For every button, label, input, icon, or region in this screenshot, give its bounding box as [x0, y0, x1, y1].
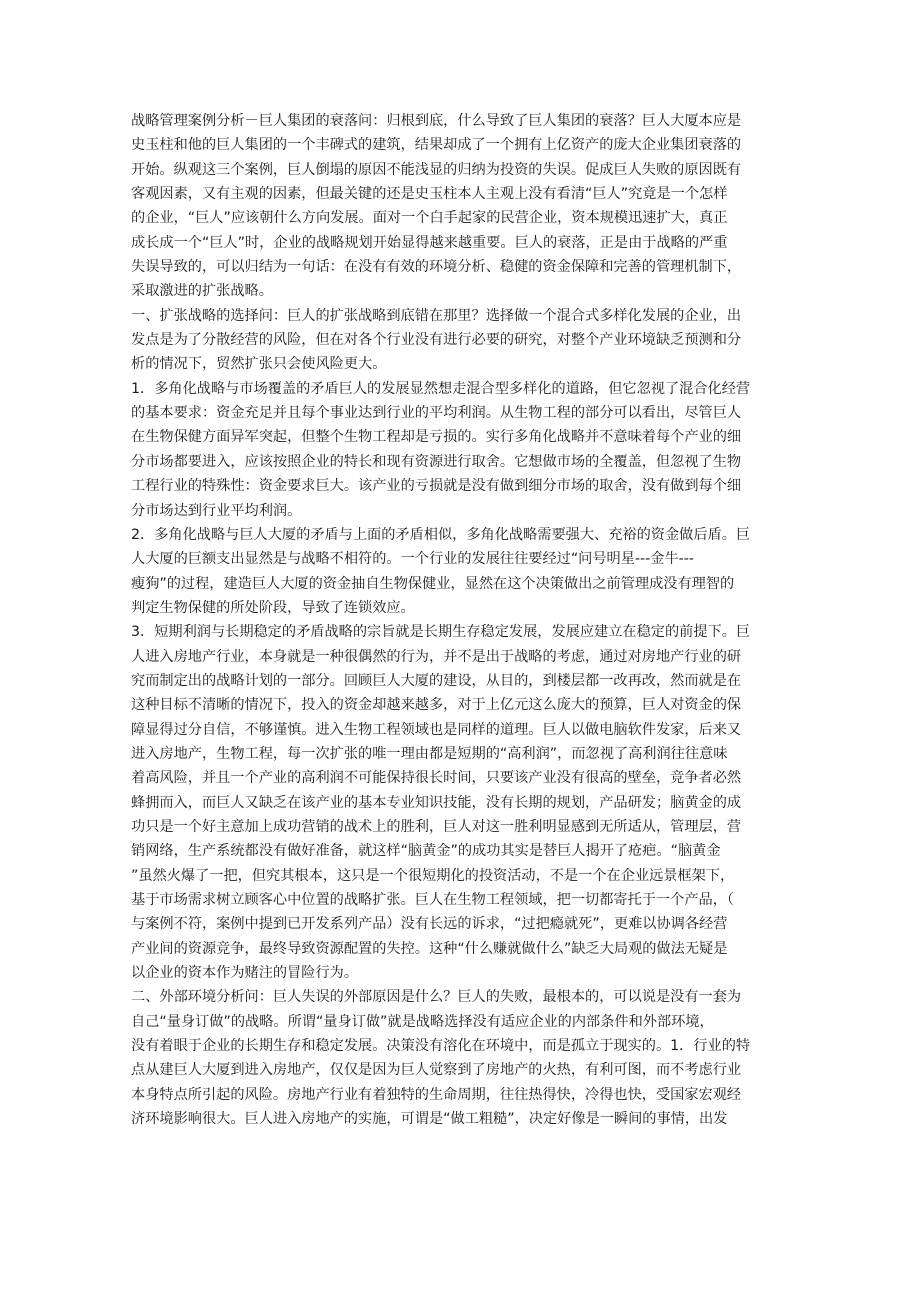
- text-line: 析的情况下，贸然扩张只会使风险更大。: [131, 356, 387, 373]
- text-line: 3．短期利润与长期稳定的矛盾战略的宗旨就是长期生存稳定发展，发展应建立在稳定的前提下。巨: [131, 624, 751, 641]
- text-line: 战略管理案例分析－巨人集团的衰落问：归根到底，什么导致了巨人集团的衰落？巨人大厦本应是: [131, 113, 742, 129]
- text-line: 济环境影响很大。巨人进入房地产的实施，可谓是“做工粗糙”，决定好像是一瞬间的事情，出发: [131, 1111, 728, 1128]
- text-line: 自己“量身订做”的战略。所谓“量身订做”就是战略选择没有适应企业的内部条件和外部环境，: [131, 1013, 714, 1030]
- text-line: 蜂拥而入，而巨人又缺乏在该产业的基本专业知识技能，没有长期的规划，产品研发；脑黄金的成: [131, 794, 742, 811]
- document-body: [131, 109, 779, 1131]
- text-line: 失误导致的，可以归结为一句话：在没有有效的环境分析、稳健的资金保障和完善的管理机制下，: [131, 259, 742, 276]
- text-line: 判定生物保健的所处阶段，导致了连锁效应。: [131, 599, 415, 616]
- text-line: 工程行业的特殊性：资金要求巨大。该产业的亏损就是没有做到细分市场的取舍，没有做到每个细: [131, 478, 742, 495]
- text-line: 史玉柱和他的巨人集团的一个丰碑式的建筑，结果却成了一个拥有上亿资产的庞大企业集团衰落的: [131, 137, 742, 154]
- text-line: 进入房地产，生物工程，每一次扩张的唯一理由都是短期的“高利润”，而忽视了高利润往往意味: [131, 745, 728, 762]
- text-line: 人大厦的巨额支出显然是与战略不相符的。一个行业的发展往往要经过“问号明星---金牛---: [131, 551, 695, 568]
- text-line: 产业间的资源竞争，最终导致资源配置的失控。这种“什么赚就做什么”缺乏大局观的做法无疑是: [131, 940, 728, 957]
- text-line: 分市场达到行业平均利润。: [131, 502, 302, 519]
- text-line: 的基本要求：资金充足并且每个事业达到行业的平均利润。从生物工程的部分可以看出，尽管巨人: [131, 405, 742, 422]
- text-line: 分市场都要进入，应该按照企业的特长和现有资源进行取舍。它想做市场的全覆盖，但忽视了生物: [131, 453, 742, 470]
- text-line: 成长成一个“巨人”时，企业的战略规划开始显得越来越重要。巨人的衰落，正是由于战略的严重: [131, 234, 728, 251]
- text-line: 销网络，生产系统都没有做好准备，就这样“脑黄金”的成功其实是替巨人揭开了疮疤。“脑黄金: [131, 843, 721, 860]
- text-line: 2．多角化战略与巨人大厦的矛盾与上面的矛盾相似，多角化战略需要强大、充裕的资金做后盾。巨: [131, 526, 751, 543]
- text-line: 究而制定出的战略计划的一部分。回顾巨人大厦的建设，从目的，到楼层都一改再改，然而就是在: [131, 672, 742, 689]
- text-line: 点从建巨人大厦到进入房地产，仅仅是因为巨人觉察到了房地产的火热，有利可图，而不考虑行业: [131, 1062, 742, 1079]
- text-line: 这种目标不清晰的情况下，投入的资金却越来越多，对于上亿元这么庞大的预算，巨人对资金的保: [131, 697, 742, 714]
- text-line: 着高风险，并且一个产业的高利润不可能保持很长时间，只要该产业没有很高的壁垒，竞争者必然: [131, 770, 742, 787]
- text-line: 瘦狗”的过程，建造巨人大厦的资金抽自生物保健业，显然在这个决策做出之前管理成没有理智的: [131, 575, 735, 592]
- text-line: 一、扩张战略的选择问：巨人的扩张战略到底错在那里？选择做一个混合式多样化发展的企业，出: [131, 307, 742, 324]
- text-line: 没有着眼于企业的长期生存和稳定发展。决策没有溶化在环境中，而是孤立于现实的。1．行业的特: [131, 1038, 751, 1055]
- text-line: 1．多角化战略与市场覆盖的矛盾巨人的发展显然想走混合型多样化的道路，但它忽视了混合化经营: [131, 380, 751, 397]
- text-line: 以企业的资本作为赌注的冒险行为。: [131, 965, 359, 982]
- text-line: 与案例不符，案例中提到已开发系列产品）没有长远的诉求，“过把瘾就死”，更难以协调各经营: [131, 916, 728, 933]
- text-line: 功只是一个好主意加上成功营销的战术上的胜利，巨人对这一胜利明显感到无所适从，管理层，营: [131, 818, 742, 835]
- text-line: 人进入房地产行业，本身就是一种很偶然的行为，并不是出于战略的考虑，通过对房地产行业的研: [131, 648, 742, 665]
- text-line: 采取激进的扩张战略。: [131, 283, 273, 300]
- text-line: 本身特点所引起的风险。房地产行业有着独特的生命周期，往往热得快，冷得也快，受国家宏观经: [131, 1086, 742, 1103]
- text-line: 发点是为了分散经营的风险，但在对各个行业没有进行必要的研究，对整个产业环境缺乏预测和分: [131, 332, 742, 349]
- text-line: 二、外部环境分析问：巨人失误的外部原因是什么？巨人的失败，最根本的，可以说是没有一套为: [131, 989, 742, 1006]
- text-line: ”虽然火爆了一把，但究其根本，这只是一个很短期化的投资活动，不是一个在企业远景框架下，: [131, 867, 735, 884]
- text-line: 的企业，“巨人”应该朝什么方向发展。面对一个白手起家的民营企业，资本规模迅速扩大，真正: [131, 210, 728, 227]
- text-line: 障显得过分自信，不够谨慎。进入生物工程领域也是同样的道理。巨人以做电脑软件发家，后来又: [131, 721, 742, 738]
- text-line: 客观因素，又有主观的因素，但最关键的还是史玉柱本人主观上没有看清“巨人”究竟是一个怎样: [131, 186, 728, 203]
- text-line: 开始。纵观这三个案例，巨人倒塌的原因不能浅显的归纳为投资的失误。促成巨人失败的原因既有: [131, 161, 742, 178]
- text-line: 在生物保健方面异军突起，但整个生物工程却是亏损的。实行多角化战略并不意味着每个产业的细: [131, 429, 742, 446]
- text-line: 基于市场需求树立顾客心中位置的战略扩张。巨人在生物工程领域，把一切都寄托于一个产品，（: [131, 892, 734, 908]
